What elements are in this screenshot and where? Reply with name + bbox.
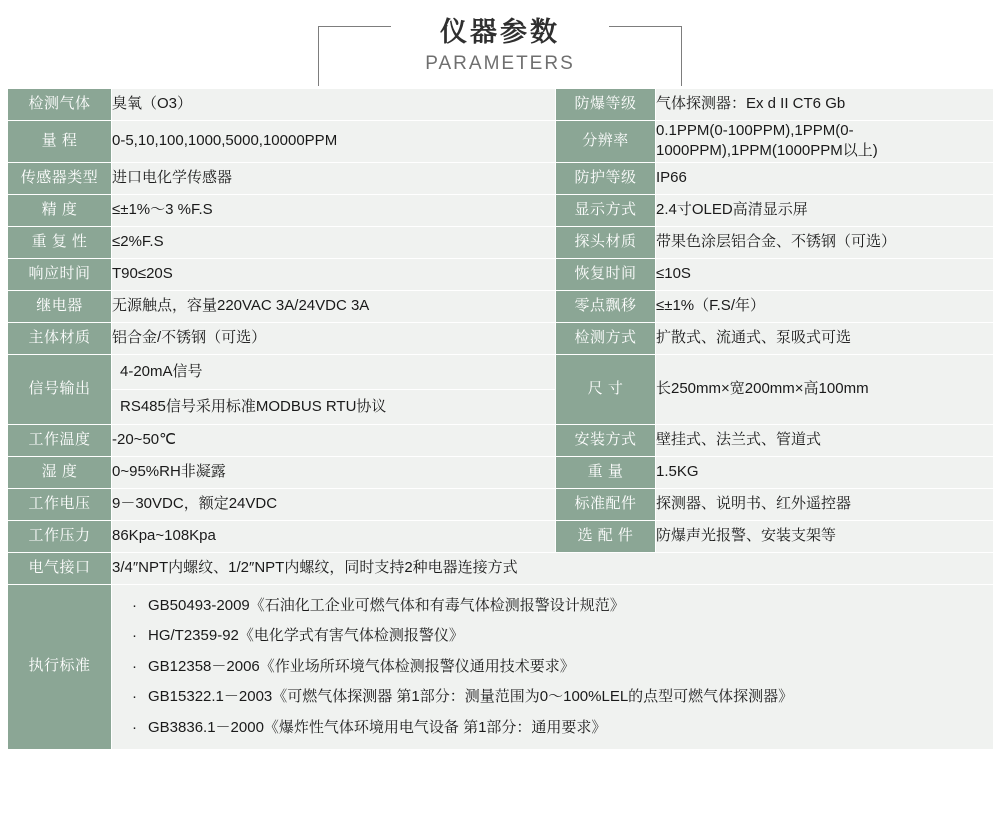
standards-cell — [112, 584, 994, 750]
row-value: 无源触点，容量220VAC 3A/24VDC 3A — [112, 290, 556, 322]
row-value: 长250mm×宽200mm×高100mm — [656, 354, 994, 424]
bullet-icon: · — [132, 718, 137, 736]
signal-line-1: 4-20mA信号 — [120, 362, 203, 380]
row-value: 0-5,10,100,1000,5000,10000PPM — [112, 121, 556, 163]
row-value: ≤±1%～3 %F.S — [112, 194, 556, 226]
row-label: 工作压力 — [8, 520, 112, 552]
row-value: 扩散式、流通式、泵吸式可选 — [656, 322, 994, 354]
table-row-standards — [8, 584, 994, 750]
row-label: 重 量 — [556, 456, 656, 488]
list-item — [132, 621, 985, 652]
row-label: 工作温度 — [8, 424, 112, 456]
row-label: 防护等级 — [556, 162, 656, 194]
row-label: 检测气体 — [8, 89, 112, 121]
row-value: -20~50℃ — [112, 424, 556, 456]
row-label: 显示方式 — [556, 194, 656, 226]
list-item — [132, 713, 985, 744]
table-row — [8, 456, 994, 488]
standard-text: GB12358－2006《作业场所环境气体检测报警仪通用技术要求》 — [148, 657, 575, 675]
table-row — [8, 290, 994, 322]
row-value-multiline — [112, 354, 556, 424]
bullet-icon: · — [132, 596, 137, 614]
row-label: 重 复 性 — [8, 226, 112, 258]
row-label: 信号输出 — [8, 354, 112, 424]
bullet-icon: · — [132, 627, 137, 644]
row-value: 1.5KG — [656, 456, 994, 488]
bullet-icon: · — [132, 657, 137, 675]
row-label: 安装方式 — [556, 424, 656, 456]
row-label: 量 程 — [8, 121, 112, 163]
row-label: 执行标准 — [8, 584, 112, 750]
row-value: 进口电化学传感器 — [112, 162, 556, 194]
table-row — [8, 226, 994, 258]
row-value: 86Kpa~108Kpa — [112, 520, 556, 552]
row-value: 气体探测器：Ex d II CT6 Gb — [656, 89, 994, 121]
row-label: 探头材质 — [556, 226, 656, 258]
row-value: ≤±1%（F.S/年） — [656, 290, 994, 322]
row-label: 工作电压 — [8, 488, 112, 520]
row-value: 0~95%RH非凝露 — [112, 456, 556, 488]
row-value: 壁挂式、法兰式、管道式 — [656, 424, 994, 456]
row-value: ≤2%F.S — [112, 226, 556, 258]
table-row — [8, 194, 994, 226]
row-value: 带果色涂层铝合金、不锈钢（可选） — [656, 226, 994, 258]
list-item — [132, 591, 985, 622]
page-subtitle: PARAMETERS — [425, 53, 575, 74]
standard-text: GB3836.1－2000《爆炸性气体环境用电气设备 第1部分：通用要求》 — [148, 718, 607, 736]
row-value: 3/4″NPT内螺纹、1/2″NPT内螺纹，同时支持2种电器连接方式 — [112, 552, 994, 584]
table-row-signal-output — [8, 354, 994, 424]
row-value: IP66 — [656, 162, 994, 194]
row-value: 防爆声光报警、安装支架等 — [656, 520, 994, 552]
row-label: 恢复时间 — [556, 258, 656, 290]
signal-line-2: RS485信号采用标准MODBUS RTU协议 — [112, 389, 555, 424]
row-label: 传感器类型 — [8, 162, 112, 194]
table-row — [8, 424, 994, 456]
row-value: 探测器、说明书、红外遥控器 — [656, 488, 994, 520]
page-title: 仪器参数 — [391, 17, 609, 47]
row-value: 0.1PPM(0-100PPM),1PPM(0-1000PPM),1PPM(1000PPM以上) — [656, 121, 994, 163]
row-value: 臭氧（O3） — [112, 89, 556, 121]
standard-text: HG/T2359-92《电化学式有害气体检测报警仪》 — [148, 627, 464, 644]
row-label: 湿 度 — [8, 456, 112, 488]
standard-text: GB15322.1－2003《可燃气体探测器 第1部分：测量范围为0～100%LEL的点型可燃气体探测器》 — [148, 688, 794, 705]
row-label: 电气接口 — [8, 552, 112, 584]
row-label: 尺 寸 — [556, 354, 656, 424]
row-label: 选 配 件 — [556, 520, 656, 552]
parameters-table — [7, 88, 994, 750]
row-label: 分辨率 — [556, 121, 656, 163]
list-item — [132, 682, 985, 713]
row-value: T90≤20S — [112, 258, 556, 290]
row-value: 铝合金/不锈钢（可选） — [112, 322, 556, 354]
table-row — [8, 121, 994, 163]
row-value: 2.4寸OLED高清显示屏 — [656, 194, 994, 226]
table-row — [8, 488, 994, 520]
standard-text: GB50493-2009《石油化工企业可燃气体和有毒气体检测报警设计规范》 — [148, 596, 625, 614]
row-label: 防爆等级 — [556, 89, 656, 121]
row-label: 精 度 — [8, 194, 112, 226]
row-label: 零点飘移 — [556, 290, 656, 322]
title-block — [0, 0, 1000, 88]
row-label: 检测方式 — [556, 322, 656, 354]
standards-list — [112, 585, 993, 750]
list-item — [132, 652, 985, 683]
table-row — [8, 89, 994, 121]
table-row — [8, 322, 994, 354]
table-row-electrical-interface — [8, 552, 994, 584]
row-label: 主体材质 — [8, 322, 112, 354]
row-value: 9－30VDC，额定24VDC — [112, 488, 556, 520]
table-row — [8, 258, 994, 290]
row-label: 继电器 — [8, 290, 112, 322]
row-label: 标准配件 — [556, 488, 656, 520]
bullet-icon: · — [132, 688, 137, 705]
row-value: ≤10S — [656, 258, 994, 290]
table-row — [8, 162, 994, 194]
table-row — [8, 520, 994, 552]
row-label: 响应时间 — [8, 258, 112, 290]
